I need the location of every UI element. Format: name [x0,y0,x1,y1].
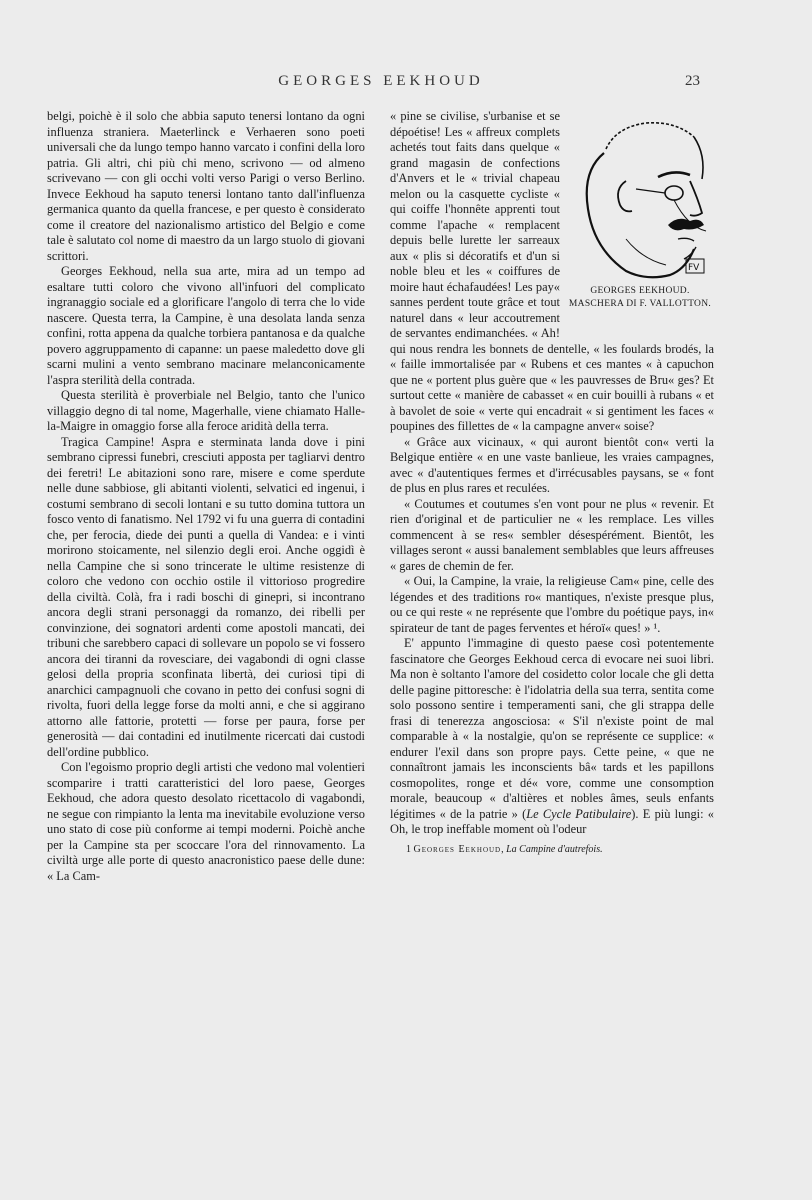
paragraph: « Coutumes et coutumes s'en vont pour ne plus « revenir. Et rien d'original et de particulier ne « les remplace. Les villes commencent à se res« sembler désespérément. Bientôt, les villages seront « aussi banalement semblables que leurs affreuses « gares de chemin de fer. [390,496,714,573]
footnote-author: Georges Eekhoud [413,843,502,855]
vallotton-portrait-illustration [566,109,714,285]
paragraph: belgi, poichè è il solo che abbia saputo tenersi lontano da ogni influenza straniera. Maeterlinck e Verhaeren sono poeti universali che da lungo tempo hanno varcato i confini della loro patria. Gli altri, chi più chi meno, scrivono — od almeno scrivevano — con gli occhi volti verso Parigi o verso Berlino. Invece Eekhoud ha saputo tenersi lontano tanto dall'influenza germanica quanto da quella francese, e per questo è considerato come il creatore del nazionalismo artistico del Belgio e come tale è salutato col nome di maestro da un largo stuolo di giovani scrittori. [47,109,365,263]
portrait-figure [566,109,714,331]
paragraph [390,636,714,838]
page-number: 23 [685,73,700,89]
right-column [390,109,714,857]
page-header [0,73,812,97]
text-run: E' appunto l'immagine di questo paese così potentemente fascinatore che Georges Eekhoud cerca di evocare nei suoi libri. Ma non è soltanto l'amore del cosidetto color locale che gli detta delle pagine pittoresche: è l'idolatria della sua terra, sentita come solo possono sentire i temperamenti sani, che gli strappa delle frasi di tenerezza angosciosa: « S'il n'existe point de mal comparable à « la nostalgie, qu'on se représente ce supplice: « endurer l'exil dans son propre pays. Cette peine, « que ne connaîtront jamais les inconscients bâ« tards et les papillons cosmopolites, ronge et dé« vore, comme une consomption morale, beaucoup « d'altières et nobles âmes, seuls enfants légitimes « de la patrie » ( [390,636,714,821]
book-title: Le Cycle Patibulaire [526,806,632,821]
text-run: ). E più lungi: « Oh, le trop ineffable moment où l'odeur [390,806,714,836]
paragraph: Con l'egoismo proprio degli artisti che vedono mal volentieri scomparire i tratti caratteristici del loro paese, Georges Eekhoud, che adora questo desolato ricettacolo di vagabondi, ne segue con rimpianto la lenta ma inevitabile evoluzione verso uno stato di cose più conforme ai tempi moderni. Poichè anche per la Campine sta per scoccare l'ora del rinnovamento. La civiltà urge alle porte di questo anacronistico paese delle dune: « La Cam- [47,760,365,883]
paragraph: « pine se civilise, s'urbanise et se dépoétise! Les « affreux complets achetés tout faits dans quelque « grand magasin de confections d'Anvers et le « trivial chapeau melon ou la casquette cycliste « qui coiffe l'honnête apprenti tout comme l'apache « remplacent depuis belle lurette ler sarreaux aux « plis si décoratifs et d'un si noble bleu et les « coiffures de moire haut échafaudées! Les pay« sannes perdent toute grâce et tout naturel dans « leur accoutrement de servantes endimanchées. « Ah! qui nous rendra les bonnets de dentelle, « les foulards brodés, la « faille immortalisée par « Rubens et ces mantes « à capuchon que ne « portent plus guère que « les pauvresses de Bru« ges? Et surtout cette « manière de cabasset « en cuir bouilli à rubans « et à bavolet de soie « verte qui encadrait « si gentiment les faces « poupines des fillettes de « la campagne anver« soise? [390,109,714,433]
caption-line: GEORGES EEKHOUD. [590,286,690,296]
monogram-text: FV [688,263,700,273]
figure-caption [564,285,716,311]
paragraph: Tragica Campine! Aspra e sterminata landa dove i pini sembrano cipressi funebri, cresciuti apposta per tagliarvi dentro dei feretri! Le abitazioni sono rare, misere e come sperdute nelle dune sabbiose, gli abitanti violenti, selvatici ed ingenui, i costumi sembrano di secoli lontani e su tutto domina tuttora un fosco vento di fanatismo. Nel 1792 vi fu una guerra di contadini che, per ferocia, diede dei punti a quella di Vandea: e i vinti morirono stoicamente, nel silenzio degli eroi. Anche oggidì è nella Campine che si sono trincerate le ultime resistenze di coloro che vedono con occhio ostile il vittorioso progredire della civiltà. Colà, fra i radi boschi di ginepri, si incontrano ancora degli strani personaggi da romanzo, dei ribelli per convinzione, dei sognatori ardenti come apostoli mancati, dei tribuni che sarebbero capaci di sollevare un popolo se vi fossero ancora dei tiranni da rovesciare, dei vagabondi di ogni classe gelosi della propria sconfinata libertà, dei curiosi tipi di anarchici campagnuoli che covano in petto dei confusi sogni di rivolta, fuori della legge forse da molti anni, e che si aggirano attorno alle fattorie, protetti — forse per paura, forse per generosità — dai contadini ed inutilmente ricercati dai custodi dell'ordine pubblico. [47,434,365,759]
left-column [47,109,365,884]
running-title: GEORGES EEKHOUD [278,73,484,89]
paragraph: « Grâce aux vicinaux, « qui auront bientôt con« verti la Belgique entière « en une vaste banlieue, les vraies campagnes, avec « d'autentiques fermes et d'irrécusables paysans, se « font de plus en plus rares et reculées. [390,434,714,495]
footnote-title: La Campine d'autrefois. [506,843,603,855]
footnote: 1 Georges Eekhoud, La Campine d'autrefois. [406,843,603,855]
caption-line: MASCHERA DI F. VALLOTTON. [568,299,712,309]
paragraph: « Oui, la Campine, la vraie, la religieuse Cam« pine, celle des légendes et des traditions ro« mantiques, n'existe presque plus, ou ce qui reste « ne représente que l'ombre du poétique pays, in« spirateur de tant de pages ferventes et héroï« ques! » ¹. [390,574,714,635]
paragraph: Georges Eekhoud, nella sua arte, mira ad un tempo ad esaltare tutti coloro che vivono all'infuori del complicato ingranaggio sociale ed a glorificare l'angolo di terra che lo vide nascere. Questa terra, la Campine, è una desolata landa senza confini, rotta appena da qualche torbiera pantanosa e da qualche povero aggruppamento di capanne: un paese maledetto dove gli scarni mulini a vento sembrano macinare melanconicamente l'aspra sterilità della contrada. [47,264,365,387]
footnote-mark: 1 [406,843,411,855]
paragraph: Questa sterilità è proverbiale nel Belgio, tanto che l'unico villaggio degno di tal nome, Magerhalle, viene chiamato Halle-la-Maigre in omaggio forse alla feroce aridità della terra. [47,388,365,433]
